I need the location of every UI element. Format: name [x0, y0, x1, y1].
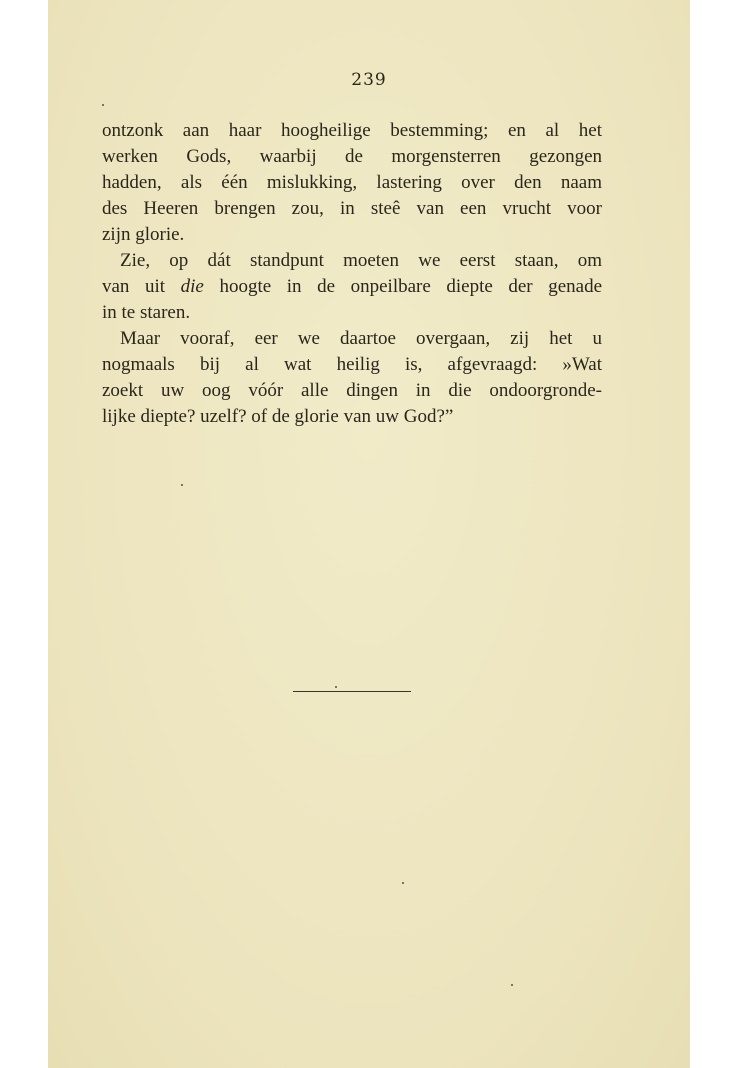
text-line: nogmaals bij al wat heilig is, afgevraagd: »Wat	[102, 354, 602, 375]
paper-speck	[102, 104, 104, 106]
text-line: des Heeren brengen zou, in steê van een vrucht voor	[102, 198, 602, 219]
page-number: 239	[351, 70, 387, 90]
text-line: ontzonk aan haar hoogheilige bestemming; en al het	[102, 120, 602, 141]
text-line: werken Gods, waarbij de morgensterren gezongen	[102, 146, 602, 167]
emphasis-word: die	[180, 276, 204, 297]
text-line: in te staren.	[102, 302, 191, 323]
body-text	[102, 118, 602, 430]
text-line: Zie, op dát standpunt moeten we eerst staan, om	[120, 250, 602, 271]
paper-speck	[511, 984, 513, 986]
paper-speck	[335, 686, 337, 688]
book-page	[48, 0, 690, 1068]
text-line: hadden, als één mislukking, lastering over den naam	[102, 172, 602, 193]
text-line: Maar vooraf, eer we daartoe overgaan, zij het u	[120, 328, 602, 349]
paper-speck	[181, 484, 183, 486]
text-line: zijn glorie.	[102, 224, 185, 245]
text-line: lijke diepte? uzelf? of de glorie van uw God?”	[102, 406, 454, 427]
text-line: van uit die hoogte in de onpeilbare diepte der genade	[102, 276, 603, 297]
text-line: zoekt uw oog vóór alle dingen in die ondoorgronde-	[102, 380, 602, 401]
section-divider	[293, 691, 411, 692]
paper-speck	[402, 882, 404, 884]
